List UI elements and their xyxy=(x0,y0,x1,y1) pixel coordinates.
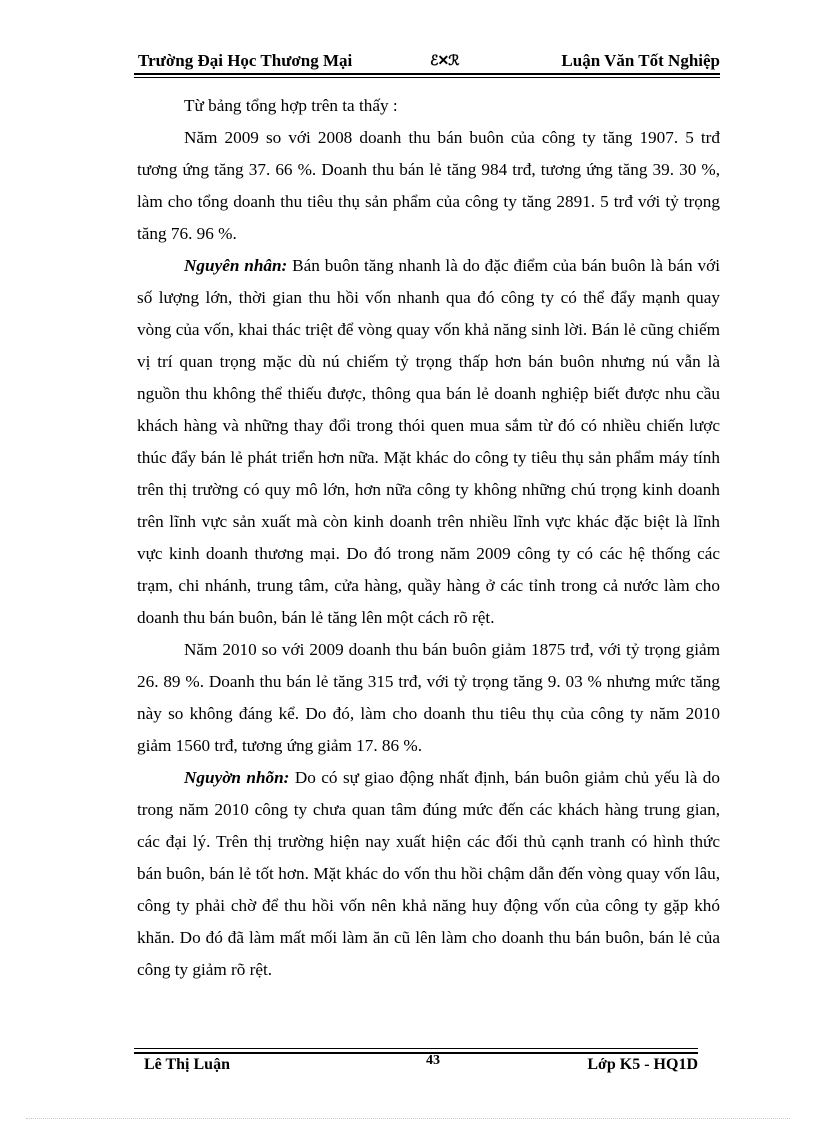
header-rule-thin xyxy=(134,77,720,78)
cause-heading-2010: Nguyờn nhõn: xyxy=(184,768,290,787)
page-header xyxy=(134,46,720,74)
cause-heading-2009: Nguyên nhân: xyxy=(184,256,288,275)
footer-page-number: 43 xyxy=(426,1053,440,1068)
header-document-type: Luận Văn Tốt Nghiệp xyxy=(561,51,720,70)
paragraph-cause-2010 xyxy=(137,762,720,986)
footer-rule-thin xyxy=(134,1048,698,1049)
document-body xyxy=(137,90,720,986)
paragraph-cause-2009 xyxy=(137,250,720,634)
paragraph-2009-vs-2008: Năm 2009 so với 2008 doanh thu bán buôn của công ty tăng 1907. 5 trđ tương ứng tăng 37. 66 %. Doanh thu bán lẻ tăng 984 trđ, tương ứng tăng 39. 30 %, làm cho tổng doanh thu tiêu thụ sản phẩm của công ty tăng 2891. 5 trđ với tỷ trọng tăng 76. 96 %. xyxy=(137,128,720,243)
cause-text-2009: Bán buôn tăng nhanh là do đặc điểm của bán buôn là bán với số lượng lớn, thời gian thu hồi vốn nhanh qua đó công ty có thể đẩy mạnh quay vòng của vốn, khai thác triệt để vòng quay vốn khả năng sinh lời. Bán lẻ cũng chiếm vị trí quan trọng mặc dù nú chiếm tỷ trọng thấp hơn bán buôn nhưng nú vẫn là nguồn thu không thể thiếu được, thông qua bán lẻ doanh nghiệp biết được nhu cầu khách hàng và những thay đổi trong thói quen mua sắm từ đó có nhiều chiến lược thúc đẩy bán lẻ phát triển hơn nữa. Mặt khác do công ty tiêu thụ sản phẩm máy tính trên thị trường có quy mô lớn, hơn nữa công ty không những chú trọng kinh doanh trên lĩnh vực sản xuất mà còn kinh doanh trên nhiều lĩnh vực khác đặc biệt là lĩnh vực kinh doanh thương mại. Do đó trong năm 2009 công ty có các hệ thống các trạm, chi nhánh, trung tâm, cửa hàng, quầy hàng ở các tỉnh trong cả nước làm cho doanh thu bán buôn, bán lẻ tăng lên một cách rõ rệt. xyxy=(137,256,721,627)
page-bottom-dotted-line xyxy=(26,1118,790,1119)
footer-rule-thick xyxy=(134,1052,698,1054)
header-rule-thick xyxy=(134,73,720,75)
page-footer xyxy=(134,1048,698,1088)
footer-class-code: Lớp K5 - HQ1D xyxy=(587,1056,698,1073)
header-ornament-icon: ℰ✕ℛ xyxy=(430,54,459,69)
paragraph-2010-vs-2009: Năm 2010 so với 2009 doanh thu bán buôn giảm 1875 trđ, với tỷ trọng giảm 26. 89 %. Doanh thu bán lẻ tăng 315 trđ, với tỷ trọng tăng 9. 03 % nhưng mức tăng này so không đáng kể. Do đó, làm cho doanh thu tiêu thụ của công ty năm 2010 giảm 1560 trđ, tương ứng giảm 17. 86 %. xyxy=(137,640,720,755)
paragraph-intro: Từ bảng tổng hợp trên ta thấy : xyxy=(184,96,398,115)
footer-author: Lê Thị Luận xyxy=(144,1056,230,1073)
cause-text-2010: Do có sự giao động nhất định, bán buôn giảm chủ yếu là do trong năm 2010 công ty chưa quan tâm đúng mức đến các khách hàng trung gian, các đại lý. Trên thị trường hiện nay xuất hiện các đối thủ cạnh tranh có hình thức bán buôn, bán lẻ tốt hơn. Mặt khác do vốn thu hồi chậm dẫn đến vòng quay vốn lâu, công ty phải chờ để thu hồi vốn nên khả năng huy động vốn của công ty gặp khó khăn. Do đó đã làm mất mối làm ăn cũ lên làm cho doanh thu bán buôn, bán lẻ của công ty giảm rõ rệt. xyxy=(137,768,720,979)
header-school-name: Trường Đại Học Thương Mại xyxy=(138,51,353,70)
